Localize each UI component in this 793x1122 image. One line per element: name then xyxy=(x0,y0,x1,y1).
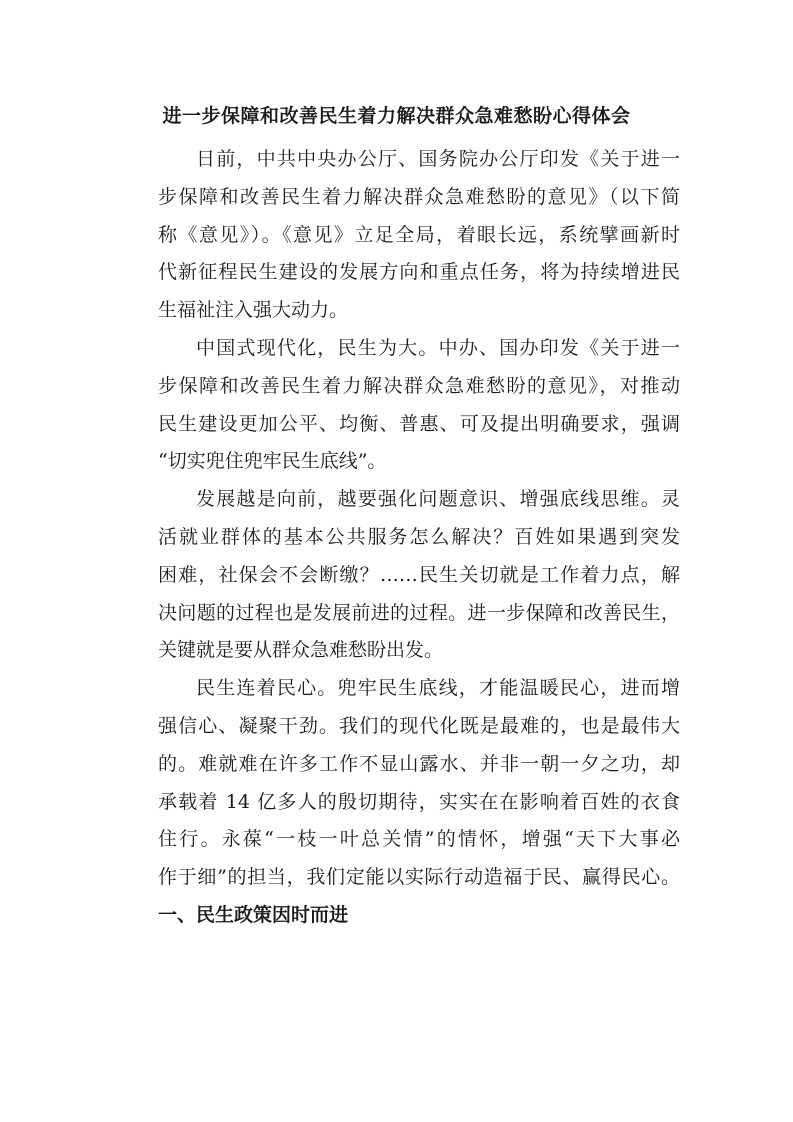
paragraph-3 xyxy=(120,481,680,670)
section-heading: 一、民生政策因时而进 xyxy=(158,903,349,926)
document-body xyxy=(120,141,680,935)
paragraph-line: 步保障和改善民生着力解决群众急难愁盼的意见》，对推动 xyxy=(158,374,680,397)
paragraph-line: 称《意见》）。《意见》立足全局，着眼长远，系统擘画新时 xyxy=(158,223,680,246)
paragraph-line: 承载着 14 亿多人的殷切期待，实实在在影响着百姓的衣食 xyxy=(158,790,680,813)
paragraph-line: 作于细”的担当，我们定能以实际行动造福于民、赢得民心。 xyxy=(158,866,680,889)
paragraph-line: “切实兜住兜牢民生底线”。 xyxy=(158,450,387,473)
paragraph-line: 代新征程民生建设的发展方向和重点任务，将为持续增进民 xyxy=(158,261,680,284)
paragraph-line: 中国式现代化，民生为大。中办、国办印发《关于进一 xyxy=(196,336,680,359)
paragraph-line: 活就业群体的基本公共服务怎么解决？百姓如果遇到突发 xyxy=(158,525,680,548)
paragraph-line: 日前，中共中央办公厅、国务院办公厅印发《关于进一 xyxy=(196,148,680,170)
paragraph-line: 关键就是要从群众急难愁盼出发。 xyxy=(158,639,444,662)
document-title: 进一步保障和改善民生着力解决群众急难愁盼心得体会 xyxy=(162,105,631,127)
paragraph-line: 民生连着民心。兜牢民生底线，才能温暖民心，进而增 xyxy=(196,677,680,700)
paragraph-line: 生福祉注入强大动力。 xyxy=(158,299,349,322)
paragraph-line: 民生建设更加公平、均衡、普惠、可及提出明确要求，强调 xyxy=(158,412,680,435)
paragraph-line: 步保障和改善民生着力解决群众急难愁盼的意见》（以下简 xyxy=(158,185,680,208)
paragraph-line: 发展越是向前，越要强化问题意识、增强底线思维。灵 xyxy=(196,488,680,511)
paragraph-line: 的。难就难在许多工作不显山露水、并非一朝一夕之功，却 xyxy=(158,752,680,775)
paragraph-line: 决问题的过程也是发展前进的过程。进一步保障和改善民生， xyxy=(158,601,680,624)
paragraph-line: 强信心、凝聚干劲。我们的现代化既是最难的，也是最伟大 xyxy=(158,714,680,737)
paragraph-line: 住行。永葆“一枝一叶总关情”的情怀，增强“天下大事必 xyxy=(158,828,680,851)
paragraph-4 xyxy=(120,670,680,897)
paragraph-line: 困难，社保会不会断缴？……民生关切就是工作着力点，解 xyxy=(158,563,680,586)
paragraph-1 xyxy=(120,141,680,330)
paragraph-2 xyxy=(120,330,680,481)
